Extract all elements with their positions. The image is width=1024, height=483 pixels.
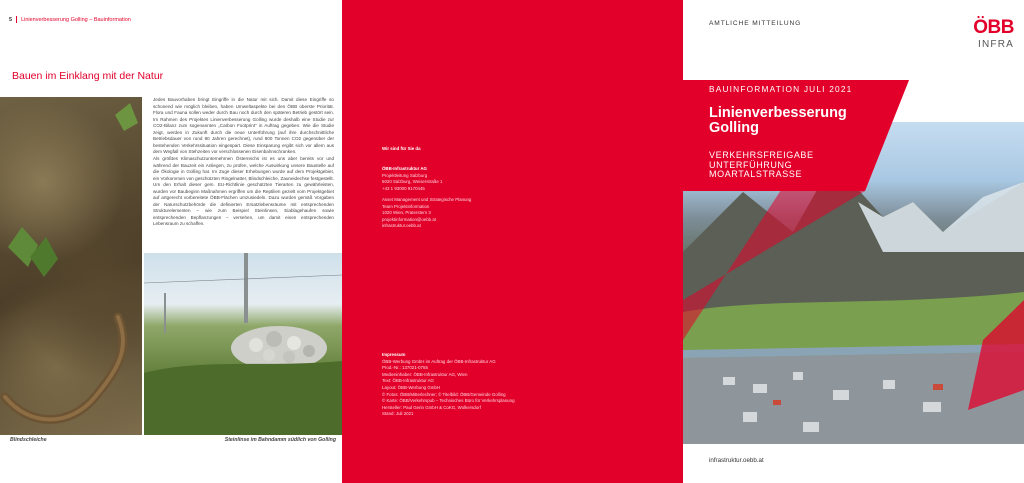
logo-subtext: INFRA	[978, 39, 1014, 50]
impressum-line: Stand: Juli 2021	[382, 411, 414, 417]
page-number: 5	[9, 16, 13, 23]
cover-subtitle	[709, 151, 814, 180]
page-header	[9, 16, 131, 23]
dept-line: Team Projektinformation	[382, 203, 430, 209]
impressum-line: Text: ÖBB-Infrastruktur AG	[382, 378, 434, 384]
middle-page	[342, 0, 683, 483]
org-name: ÖBB-Infrastruktur AG	[382, 166, 427, 171]
left-page	[0, 0, 342, 483]
org-line: Projektleitung Salzburg	[382, 172, 428, 178]
cover-subtitle-line: UNTERFÜHRUNG	[709, 159, 793, 170]
logo-mark: ÖBB	[973, 17, 1014, 38]
official-notice-label: AMTLICHE MITTEILUNG	[709, 20, 802, 27]
header-divider	[16, 16, 17, 23]
contact-organization	[382, 166, 442, 192]
body-text	[153, 97, 334, 228]
cover-subtitle-line: MOARTALSTRASSE	[709, 169, 803, 180]
slow-worm-photo	[0, 97, 142, 435]
impressum-title: Impressum	[382, 352, 406, 357]
impressum-line: © Fotos: ÖBB/Mitterlechner; © Titelbild: ÖBB/Gemeinde Golling	[382, 391, 506, 397]
stone-lens-photo	[144, 253, 342, 435]
paragraph: Als größtes Klimaschutzunternehmen Österreichs ist es uns aber bereits vor und während der Bauzeit ein Anliegen, zu prüfen, welche Auswirkung unsere Baustelle auf die Ökologie in Golling hat. Im Zuge dieser Erhebungen wurde auf dem Projektgebiet, ein Vorkommen von geschützten Ringelnatter, Blindschleiche, Zauneidechse festgestellt. Um den Erhalt dieser gem. EU-Richtlinie geschützten Tierarten zu gewährleisten, wurden vor Baubeginn Maßnahmen ergriffen um die Reptilien gezielt vom Projektgebiet auf artgerecht vorbereitete ÖBB-Flächen umzusiedeln. Dazu wurden gemäß Vorgaben der Naturschutzbehörde die definierten Ersatzlebensräume mit entsprechenden Strukturelementen – wie zum Beispiel Steinlinsen, Eiablagehaufen sowie entsprechenden Bepflanzungen – versehen, um damit einen entsprechenden Lebensraum zu schaffen.	[153, 156, 334, 227]
impressum-line: Layout: ÖBB-Werbung GmbH	[382, 385, 440, 391]
contact-department	[382, 197, 471, 230]
section-title: Bauen im Einklang mit der Natur	[12, 70, 164, 82]
impressum	[382, 352, 515, 418]
impressum-line: © Karte: ÖBB/Verkehrspub – Technisches Büro für Verkehrsplanung	[382, 398, 515, 404]
dept-line: Asset Management und Strategische Planung	[382, 197, 472, 202]
cover-title-line: Linienverbesserung	[709, 105, 847, 121]
cover-title-line: Golling	[709, 120, 759, 137]
bauinformation-date: BAUINFORMATION JULI 2021	[709, 84, 853, 94]
impressum-line: Prod.-Nr.: 137021-0755	[382, 365, 428, 371]
photo-caption-right: Steinlinse im Bahndamm südlich von Golling	[224, 437, 336, 443]
website-url: infrastruktur.oebb.at	[709, 457, 764, 464]
impressum-line: Hersteller: Paul Gerin GmbH & CoKG, Wolkersdorf	[382, 404, 481, 410]
photo-caption-left: Blindschleiche	[10, 437, 47, 443]
cover-subtitle-line: VERKEHRSFREIGABE	[709, 150, 814, 160]
cover-title	[709, 106, 847, 136]
impressum-line: ÖBB-Werbung GmbH im Auftrag der ÖBB-Infrastruktur AG	[382, 358, 496, 364]
dept-line: 1020 Wien, Praterstern 3	[382, 210, 431, 216]
red-banner	[683, 0, 1024, 483]
org-line: 5020 Salzburg, Weiserstraße 1	[382, 179, 443, 185]
cover-page	[683, 0, 1024, 483]
org-phone: +43 1 93000 9170445	[382, 185, 425, 191]
dept-email: projektinformation@oebb.at	[382, 216, 437, 222]
paragraph: Jedes Bauvorhaben bringt Eingriffe in die Natur mit sich. Damit diese Eingriffe so schonend wie möglich bleiben, haben Umweltaspekte bei den ÖBB oberste Priorität. Flora und Fauna sollen weder durch Bau noch durch den späteren Betrieb gestört sein. Im Rahmen des Projektes Linienverbesserung Golling wurde deshalb eine Studie zur CO2-Bilanz zum sogenannten „Carbon Footprint“ in Auftrag gegeben. Wie die Studie zeigt, werden in Zukunft durch die neue Unterführung (auf ihre durchschnittliche Betriebsdauer von rund 80 Jahren gerechnet), rund 800 Tonnen CO2 gegenüber der bestehenden Verkehrssituation eingespart. Diese Einsparung ergibt sich vor allem aus dem Wegfall von Stehzeiten vor verschlossenen Eisenbahnschranken.	[153, 97, 334, 155]
contact-heading: Wir sind für Sie da	[382, 146, 421, 151]
dept-website: infrastruktur.oebb.at	[382, 223, 421, 229]
running-header: Linienverbesserung Golling – Bauinformation	[21, 16, 131, 23]
impressum-line: Medieninhaber: ÖBB-Infrastruktur AG, Wien	[382, 371, 468, 377]
